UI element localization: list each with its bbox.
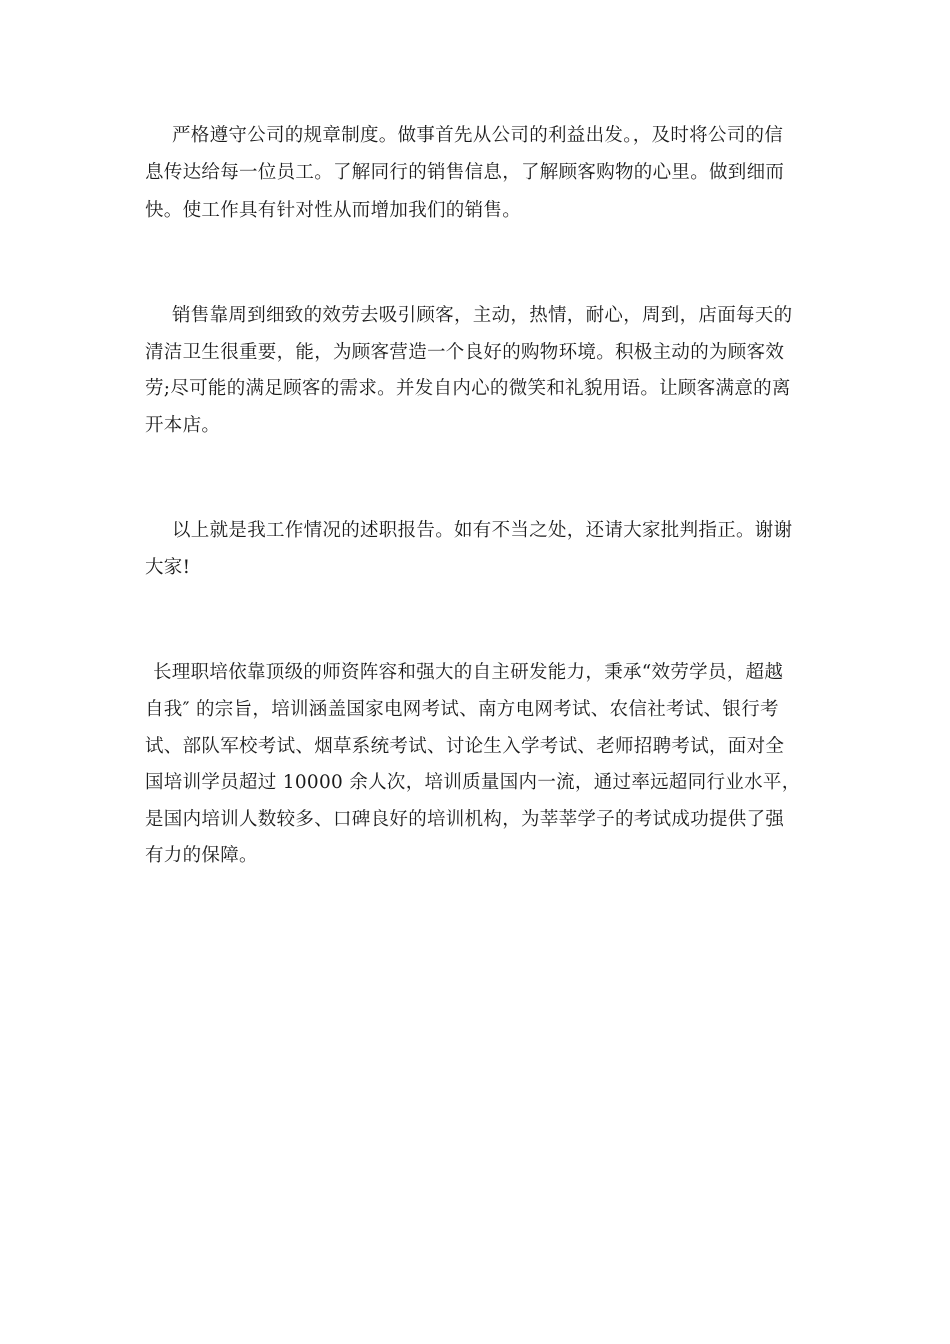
paragraph-2-line-3: 劳;尽可能的满足顾客的需求。并发自内心的微笑和礼貌用语。让顾客满意的离: [145, 378, 791, 399]
paragraph-4-line-6: 有力的保障。: [145, 845, 258, 866]
paragraph-2-line-1: 销售靠周到细致的效劳去吸引顾客，主动，热情，耐心，周到，店面每天的: [172, 305, 793, 326]
paragraph-4-line-3: 试、部队军校考试、烟草系统考试、讨论生入学考试、老师招聘考试，面对全: [145, 736, 785, 757]
paragraph-1-line-3: 快。使工作具有针对性从而增加我们的销售。: [145, 200, 522, 221]
paragraph-4-line-1: 长理职培依靠顶级的师资阵容和强大的自主研发能力，秉承“效劳学员，超越: [153, 662, 784, 683]
paragraph-2-line-4: 开本店。: [145, 415, 221, 436]
paragraph-1-line-1: 严格遵守公司的规章制度。做事首先从公司的利益出发。，及时将公司的信: [172, 125, 784, 146]
paragraph-3-line-1: 以上就是我工作情况的述职报告。如有不当之处，还请大家批判指正。谢谢: [172, 520, 793, 541]
paragraph-3-line-2: 大家!: [145, 557, 191, 578]
paragraph-4-line-4: 国培训学员超过 10000 余人次，培训质量国内一流，通过率远超同行业水平，: [145, 772, 801, 793]
paragraph-4-line-5: 是国内培训人数较多、口碑良好的培训机构，为莘莘学子的考试成功提供了强: [145, 809, 785, 830]
paragraph-1-line-2: 息传达给每一位员工。了解同行的销售信息，了解顾客购物的心里。做到细而: [145, 162, 785, 183]
paragraph-4-line-2: 自我″ 的宗旨，培训涵盖国家电网考试、南方电网考试、农信社考试、银行考: [145, 699, 779, 720]
paragraph-2-line-2: 清洁卫生很重要，能，为顾客营造一个良好的购物环境。积极主动的为顾客效: [145, 342, 785, 363]
